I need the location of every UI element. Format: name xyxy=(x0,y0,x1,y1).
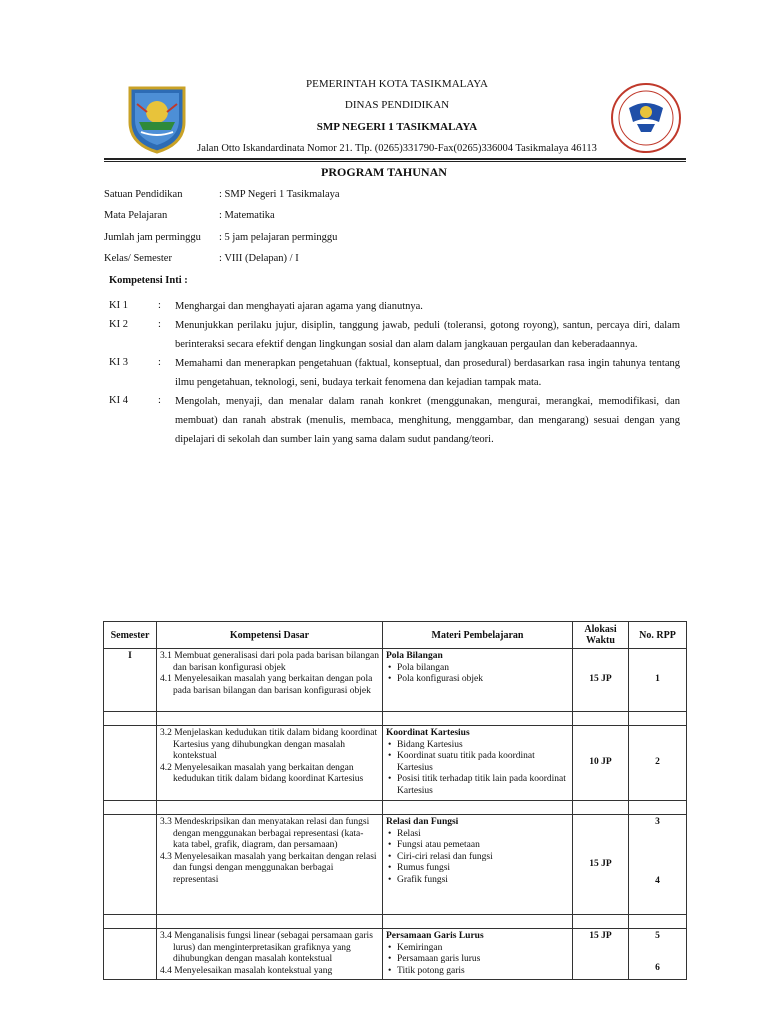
header-divider-thin xyxy=(104,161,686,162)
materi-item: • Bidang Kartesius xyxy=(386,740,569,752)
materi-title: Relasi dan Fungsi xyxy=(386,817,459,827)
cell-rpp: 2 xyxy=(629,726,687,801)
kompetensi-table xyxy=(103,621,687,980)
materi-item: • Kemiringan xyxy=(386,943,569,955)
page-title: PROGRAM TAHUNAN xyxy=(321,165,447,179)
cell-kd xyxy=(157,726,383,801)
ki-code-4: KI 4 xyxy=(109,395,128,406)
cell-semester xyxy=(104,815,157,915)
materi-item: • Titik potong garis xyxy=(386,966,569,978)
kd-item: 4.1 Menyelesaikan masalah yang berkaitan dengan pola pada barisan bilangan dan barisan konfigurasi objek xyxy=(160,674,373,696)
cell-kd xyxy=(157,649,383,712)
header-department: DINAS PENDIDIKAN xyxy=(344,99,450,111)
materi-item: • Relasi xyxy=(386,829,569,841)
ki-text-3: Memahami dan menerapkan pengetahuan (faktual, konseptual, dan prosedural) berdasarkan rasa ingin tahunya tentang ilmu pengetahuan, teknologi, seni, budaya terkait fenomena dan kejadian tampak mata. xyxy=(175,358,680,388)
ki-code-3: KI 3 xyxy=(109,357,128,368)
ki-text-block xyxy=(175,297,680,449)
kd-item: 4.4 Menyelesaikan masalah kontekstual yang xyxy=(160,965,333,976)
table-row xyxy=(104,726,687,801)
table-row xyxy=(104,815,687,915)
cell-materi xyxy=(383,815,573,915)
materi-item: • Posisi titik terhadap titik lain pada koordinat Kartesius xyxy=(386,774,569,797)
rpp-number: 5 xyxy=(655,931,660,941)
materi-item: • Persamaan garis lurus xyxy=(386,954,569,966)
th-semester: Semester xyxy=(104,622,157,649)
table-row xyxy=(104,649,687,712)
header-address: Jalan Otto Iskandardinata Nomor 21. Tlp. (0265)331790-Fax(0265)336004 Tasikmalaya 46113 xyxy=(197,143,597,154)
cell-semester xyxy=(104,726,157,801)
info-value-kelas: : VIII (Delapan) / I xyxy=(219,253,299,264)
header-school: SMP NEGERI 1 TASIKMALAYA xyxy=(316,121,478,133)
materi-item: • Ciri-ciri relasi dan fungsi xyxy=(386,852,569,864)
rpp-number: 6 xyxy=(655,962,660,973)
table-header-row xyxy=(104,622,687,649)
table-spacer-row xyxy=(104,801,687,815)
cell-rpp xyxy=(629,929,687,980)
materi-title: Koordinat Kartesius xyxy=(386,728,470,738)
materi-item: • Grafik fungsi xyxy=(386,875,569,887)
table-spacer-row xyxy=(104,915,687,929)
cell-alokasi: 15 JP xyxy=(573,815,629,915)
ki-text-2: Menunjukkan perilaku jujur, disiplin, tanggung jawab, peduli (toleransi, gotong royong), santun, percaya diri, dalam berinteraksi secara efektif dengan lingkungan sosial dan alam dalam jangkauan pergaulan dan keberadaannya. xyxy=(175,320,680,350)
cell-alokasi: 10 JP xyxy=(573,726,629,801)
cell-semester: I xyxy=(104,649,157,712)
ki-colon-1: : xyxy=(158,300,161,311)
cell-kd xyxy=(157,815,383,915)
table-spacer-row xyxy=(104,712,687,726)
th-alokasi: Alokasi Waktu xyxy=(573,622,629,649)
materi-title: Persamaan Garis Lurus xyxy=(386,931,484,941)
header-divider xyxy=(104,158,686,160)
kd-item: 3.3 Mendeskripsikan dan menyatakan relasi dan fungsi dengan menggunakan berbagai representasi (kata-kata tabel, grafik, diagram, dan persamaan) xyxy=(160,817,370,850)
rpp-number: 4 xyxy=(655,875,660,886)
cell-rpp: 1 xyxy=(629,649,687,712)
kd-item: 3.4 Menganalisis fungsi linear (sebagai persamaan garis lurus) dan menginterpretasikan grafiknya yang dihubungkan dengan masalah kontekstual xyxy=(160,931,373,964)
info-value-jam: : 5 jam pelajaran perminggu xyxy=(219,232,338,243)
materi-item: • Pola konfigurasi objek xyxy=(386,674,569,686)
cell-rpp xyxy=(629,815,687,915)
ki-colon-3: : xyxy=(158,357,161,368)
info-label-kelas: Kelas/ Semester xyxy=(104,253,172,264)
th-materi: Materi Pembelajaran xyxy=(383,622,573,649)
th-kd: Kompetensi Dasar xyxy=(157,622,383,649)
cell-materi xyxy=(383,929,573,980)
kd-item: 4.2 Menyelesaikan masalah yang berkaitan dengan kedudukan titik dalam bidang koordinat Kartesius xyxy=(160,762,364,784)
cell-materi xyxy=(383,649,573,712)
cell-kd xyxy=(157,929,383,980)
ki-text-1: Menghargai dan menghayati ajaran agama yang dianutnya. xyxy=(175,301,423,312)
materi-item: • Rumus fungsi xyxy=(386,863,569,875)
rpp-number: 3 xyxy=(655,817,660,827)
info-label-satuan: Satuan Pendidikan xyxy=(104,189,183,200)
info-value-satuan: : SMP Negeri 1 Tasikmalaya xyxy=(219,189,340,200)
cell-alokasi: 15 JP xyxy=(573,649,629,712)
info-value-mapel: : Matematika xyxy=(219,210,275,221)
ki-code-1: KI 1 xyxy=(109,300,128,311)
th-rpp: No. RPP xyxy=(629,622,687,649)
info-label-jam: Jumlah jam perminggu xyxy=(104,232,201,243)
ki-code-2: KI 2 xyxy=(109,319,128,330)
cell-materi xyxy=(383,726,573,801)
kd-item: 4.3 Menyelesaikan masalah yang berkaitan dengan relasi dan fungsi dengan menggunakan berbagai representasi xyxy=(160,851,377,885)
materi-title: Pola Bilangan xyxy=(386,651,443,661)
cell-semester xyxy=(104,929,157,980)
materi-item: • Fungsi atau pemetaan xyxy=(386,840,569,852)
materi-item: • Pola bilangan xyxy=(386,663,569,675)
ki-colon-2: : xyxy=(158,319,161,330)
ki-colon-4: : xyxy=(158,395,161,406)
materi-item: • Koordinat suatu titik pada koordinat Kartesius xyxy=(386,751,569,774)
ki-heading: Kompetensi Inti : xyxy=(109,275,188,286)
kd-item: 3.1 Membuat generalisasi dari pola pada barisan bilangan dan barisan konfigurasi objek xyxy=(160,651,379,673)
info-label-mapel: Mata Pelajaran xyxy=(104,210,168,221)
ki-text-4: Mengolah, menyaji, dan menalar dalam ranah konkret (menggunakan, mengurai, merangkai, memodifikasi, dan membuat) dan ranah abstrak (menulis, membaca, menghitung, menggambar, dan mengarang) sesuai dengan yang dipelajari di sekolah dan sumber lain yang sama dalam sudut pandang/teori. xyxy=(175,396,680,445)
cell-alokasi: 15 JP xyxy=(573,929,629,980)
table-row xyxy=(104,929,687,980)
kd-item: 3.2 Menjelaskan kedudukan titik dalam bidang koordinat Kartesius yang dihubungkan dengan masalah kontekstual xyxy=(160,728,378,761)
header-government: PEMERINTAH KOTA TASIKMALAYA xyxy=(306,78,488,90)
